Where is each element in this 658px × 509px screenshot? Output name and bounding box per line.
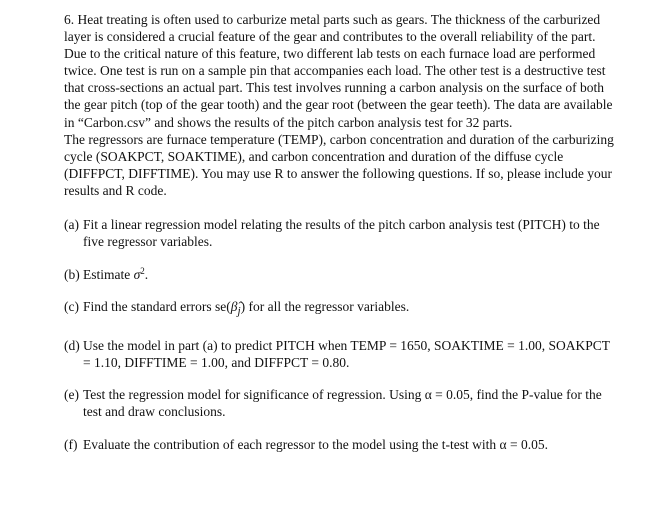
problem-intro-paragraph: 6. Heat treating is often used to carburize metal parts such as gears. The thickness of the carburized layer is considered a crucial feature of the gear and contributes to the overall reliability of the part. Due to the critical nature of this feature, two different lab tests on each furnace load are performed twice. One test is run on a sample pin that accompanies each load. The other test is a destructive test that cross-sections an actual part. This test involves running a carbon analysis on the surface of both the gear pitch (top of the gear tooth) and the gear root (between the gear teeth). The data are available in “Carbon.csv” and shows the results of the pitch carbon analysis test for 32 parts. <box>64 12 613 130</box>
part-text: Find the standard errors se( <box>83 299 231 315</box>
part-label: (e) <box>64 387 79 403</box>
part-text: Evaluate the contribution of each regressor to the model using the t-test with α = 0.05. <box>83 436 548 452</box>
part-label: (b) <box>64 266 80 282</box>
question-parts-list <box>64 216 614 453</box>
part-text: Test the regression model for significance of regression. Using α = 0.05, find the P-value for the test and draw conclusions. <box>83 387 602 420</box>
document-body <box>64 11 614 469</box>
part-text: Fit a linear regression model relating the results of the pitch carbon analysis test (PITCH) to the five regressor variables. <box>83 217 600 250</box>
problem-regressors-paragraph: The regressors are furnace temperature (TEMP), carbon concentration and duration of the carburizing cycle (SOAKPCT, SOAKTIME), and carbon concentration and duration of the diffuse cycle (DIFFPCT, DIFFTIME). You may use R to answer the following questions. If so, please include your results and R code. <box>64 131 614 198</box>
part-label: (d) <box>64 337 80 353</box>
exponent: 2 <box>140 265 145 276</box>
question-part-f <box>64 436 614 453</box>
question-part-b <box>64 266 614 283</box>
part-label: (c) <box>64 299 79 315</box>
question-part-a <box>64 216 614 250</box>
question-part-c <box>64 298 614 321</box>
part-label: (f) <box>64 436 78 452</box>
question-part-d <box>64 337 614 371</box>
beta-hat-symbol: β̂ <box>230 299 238 315</box>
part-text: Use the model in part (a) to predict PITCH when TEMP = 1650, SOAKTIME = 1.00, SOAKPCT = 1.10, DIFFTIME = 1.00, and DIFFPCT = 0.80. <box>83 337 610 370</box>
question-part-e <box>64 386 614 420</box>
part-label: (a) <box>64 217 79 233</box>
part-text-end: . <box>144 266 149 282</box>
subscript: j <box>237 306 241 318</box>
sigma-symbol: σ <box>133 266 141 282</box>
part-text: Estimate <box>83 266 134 282</box>
part-text-end: ) for all the regressor variables. <box>240 299 410 315</box>
